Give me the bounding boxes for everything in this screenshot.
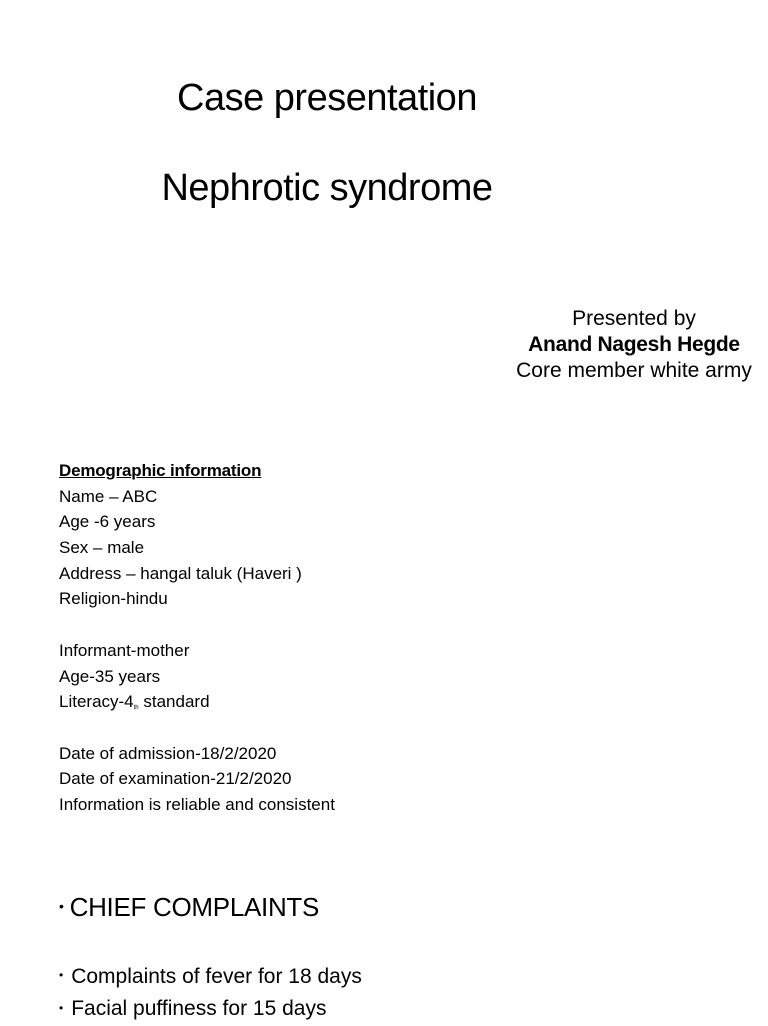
- complaint-text: Facial puffiness for 15 days: [71, 997, 327, 1021]
- patient-religion: Religion-hindu: [59, 589, 168, 609]
- demographic-section: [59, 458, 335, 818]
- literacy-superscript: th: [133, 705, 139, 712]
- literacy-suffix: standard: [138, 692, 210, 712]
- title-case-presentation: Case presentation: [177, 77, 477, 119]
- presenter-name: Anand Nagesh Hegde: [528, 333, 740, 356]
- date-of-admission: Date of admission-18/2/2020: [59, 743, 277, 763]
- list-item: [59, 961, 362, 993]
- patient-sex: Sex – male: [59, 538, 145, 558]
- demographic-heading: Demographic information: [59, 461, 262, 480]
- literacy-prefix: Literacy-4: [59, 692, 134, 712]
- list-item: [59, 993, 362, 1025]
- date-of-examination: Date of examination-21/2/2020: [59, 769, 292, 789]
- bullet-icon: •: [59, 898, 64, 915]
- bullet-icon: •: [59, 1000, 64, 1015]
- title-nephrotic-syndrome: Nephrotic syndrome: [161, 167, 493, 209]
- bullet-icon: •: [59, 968, 64, 983]
- complaint-text: Complaints of fever for 18 days: [71, 965, 362, 988]
- chief-complaints-label: CHIEF COMPLAINTS: [69, 892, 320, 922]
- informant-age: Age-35 years: [59, 666, 161, 686]
- presenter-role: Core member white army: [516, 359, 752, 382]
- chief-complaints-heading: [59, 892, 319, 923]
- spacer: [59, 715, 335, 741]
- patient-address: Address – hangal taluk (Haveri ): [59, 563, 302, 583]
- complaints-list: [59, 961, 362, 1026]
- presenter-label: Presented by: [572, 307, 696, 330]
- spacer: [59, 612, 335, 638]
- informant-literacy: [59, 689, 335, 715]
- patient-name: Name – ABC: [59, 486, 158, 506]
- information-reliability: Information is reliable and consistent: [59, 794, 335, 814]
- patient-age: Age -6 years: [59, 512, 156, 532]
- informant: Informant-mother: [59, 640, 190, 660]
